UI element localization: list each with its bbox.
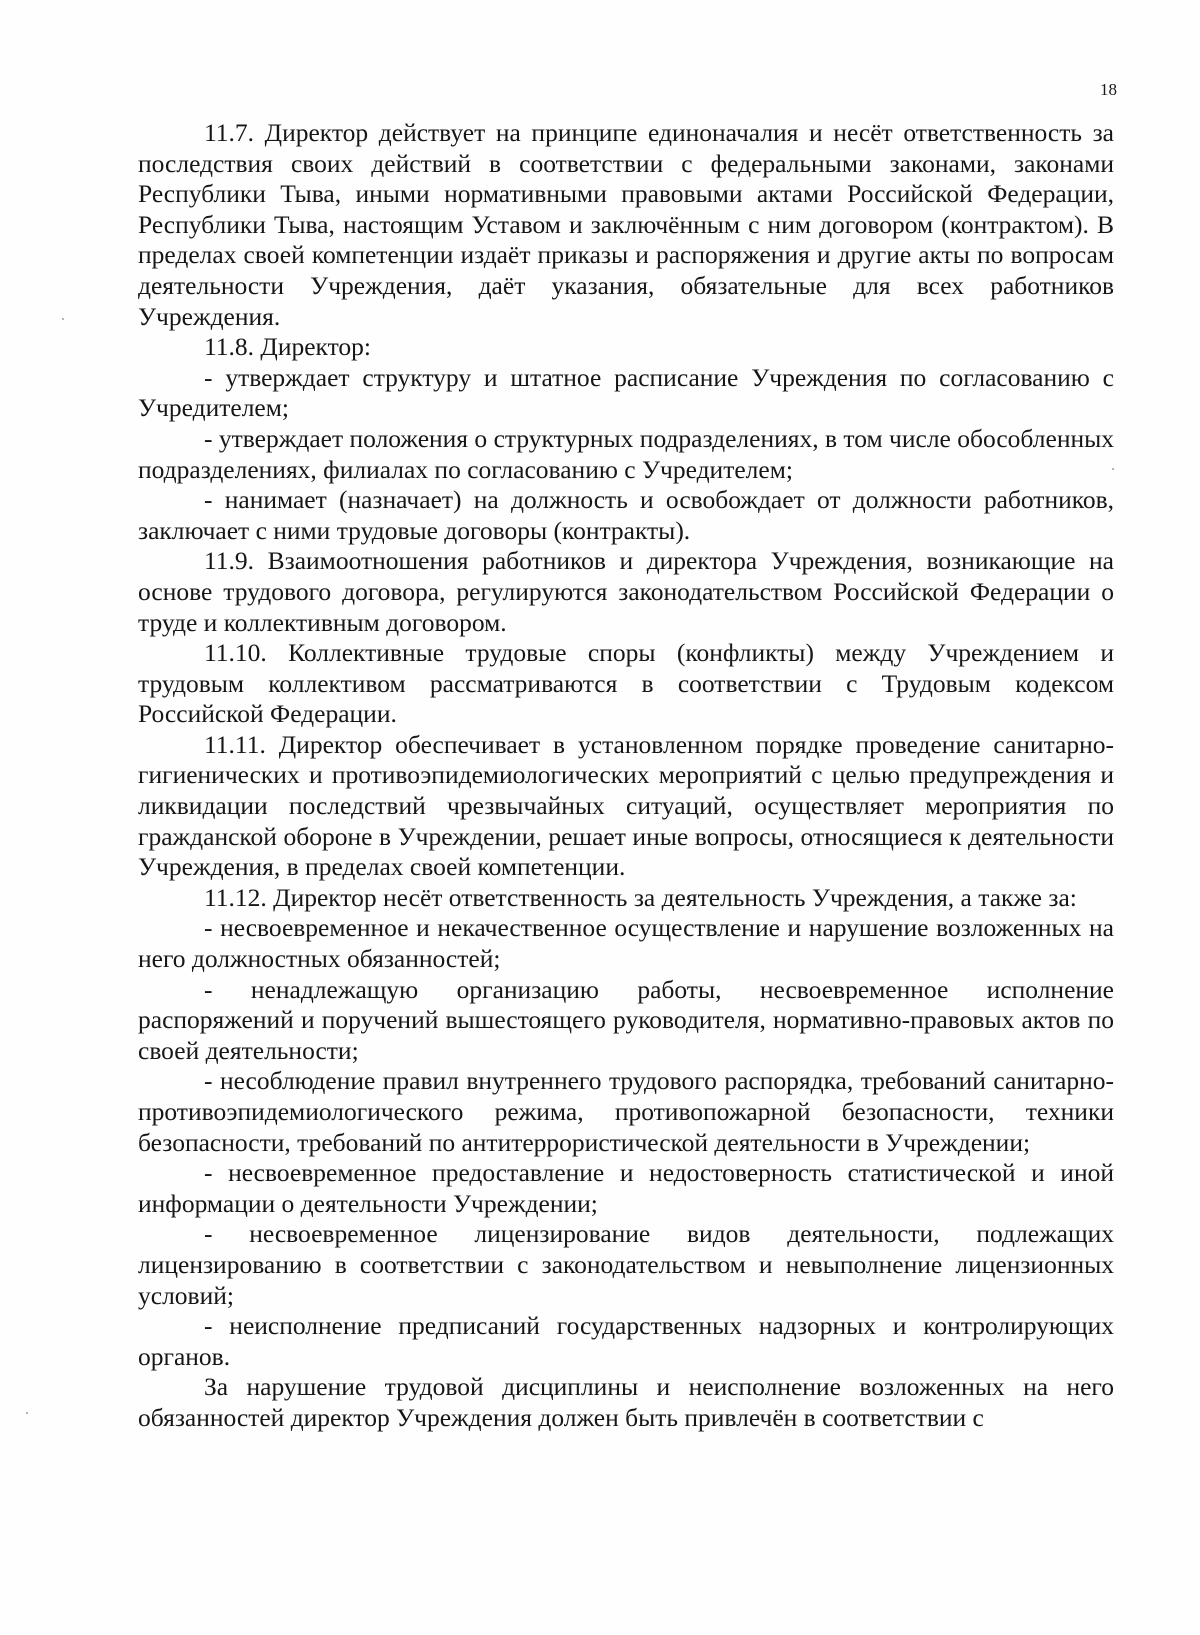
list-item-statistics: - несвоевременное предоставление и недостоверность статистической и иной информации о деятельности Учреждении; — [138, 1158, 1114, 1218]
page-number: 18 — [1100, 80, 1117, 99]
list-item-safety: - несоблюдение правил внутреннего трудового распорядка, требований санитарно-противоэпидемиологического режима, противопожарной безопасности, техники безопасности, требований по антитеррористической деятельности в Учреждении; — [138, 1066, 1114, 1157]
list-item-regulations: - утверждает положения о структурных подразделениях, в том числе обособленных подразделениях, филиалах по согласованию с Учредителем; — [138, 423, 1114, 484]
scan-speck — [1112, 468, 1114, 470]
list-item-structure: - утверждает структуру и штатное расписание Учреждения по согласованию с Учредителем; — [138, 362, 1114, 423]
scan-speck — [26, 1412, 28, 1414]
paragraph-11-9: 11.9. Взаимоотношения работников и директора Учреждения, возникающие на основе трудового договора, регулируются законодательством Российской Федерации о труде и коллективным договором. — [138, 546, 1114, 637]
paragraph-11-8: 11.8. Директор: — [204, 332, 371, 362]
document-body — [138, 118, 1114, 1434]
paragraph-11-10: 11.10. Коллективные трудовые споры (конфликты) между Учреждением и трудовым коллективом рассматриваются в соответствии с Трудовым кодексом Российской Федерации. — [138, 638, 1114, 729]
list-item-licensing: - несвоевременное лицензирование видов деятельности, подлежащих лицензированию в соответствии с законодательством и невыполнение лицензионных условий; — [138, 1219, 1114, 1310]
paragraph-discipline: За нарушение трудовой дисциплины и неисполнение возложенных на него обязанностей директор Учреждения должен быть привлечён в соответствии с — [138, 1372, 1114, 1432]
list-item-hiring: - нанимает (назначает) на должность и освобождает от должности работников, заключает с ними трудовые договоры (контракты). — [138, 485, 1114, 545]
paragraph-11-7: 11.7. Директор действует на принципе единоначалия и несёт ответственность за последствия своих действий в соответствии с федеральными законами, законами Республики Тыва, иными нормативными правовыми актами Российской Федерации, Республики Тыва, настоящим Уставом и заключённым с ним договором (контрактом). В пределах своей компетенции издаёт приказы и распоряжения и другие акты по вопросам деятельности Учреждения, даёт указания, обязательные для всех работников Учреждения. — [138, 118, 1114, 331]
list-item-organization: - ненадлежащую организацию работы, несвоевременное исполнение распоряжений и поручений вышестоящего руководителя, нормативно-правовых актов по своей деятельности; — [138, 974, 1114, 1065]
list-item-duties: - несвоевременное и некачественное осуществление и нарушение возложенных на него должностных обязанностей; — [138, 913, 1114, 974]
scan-speck — [62, 318, 64, 320]
paragraph-11-11: 11.11. Директор обеспечивает в установленном порядке проведение санитарно-гигиенических и противоэпидемиологических мероприятий с целью предупреждения и ликвидации последствий чрезвычайных ситуаций, осуществляет мероприятия по гражданской обороне в Учреждении, решает иные вопросы, относящиеся к деятельности Учреждения, в пределах своей компетенции. — [138, 729, 1114, 882]
list-item-orders: - неисполнение предписаний государственных надзорных и контролирующих органов. — [138, 1311, 1114, 1371]
paragraph-11-12: 11.12. Директор несёт ответственность за деятельность Учреждения, а также за: — [204, 882, 1077, 912]
